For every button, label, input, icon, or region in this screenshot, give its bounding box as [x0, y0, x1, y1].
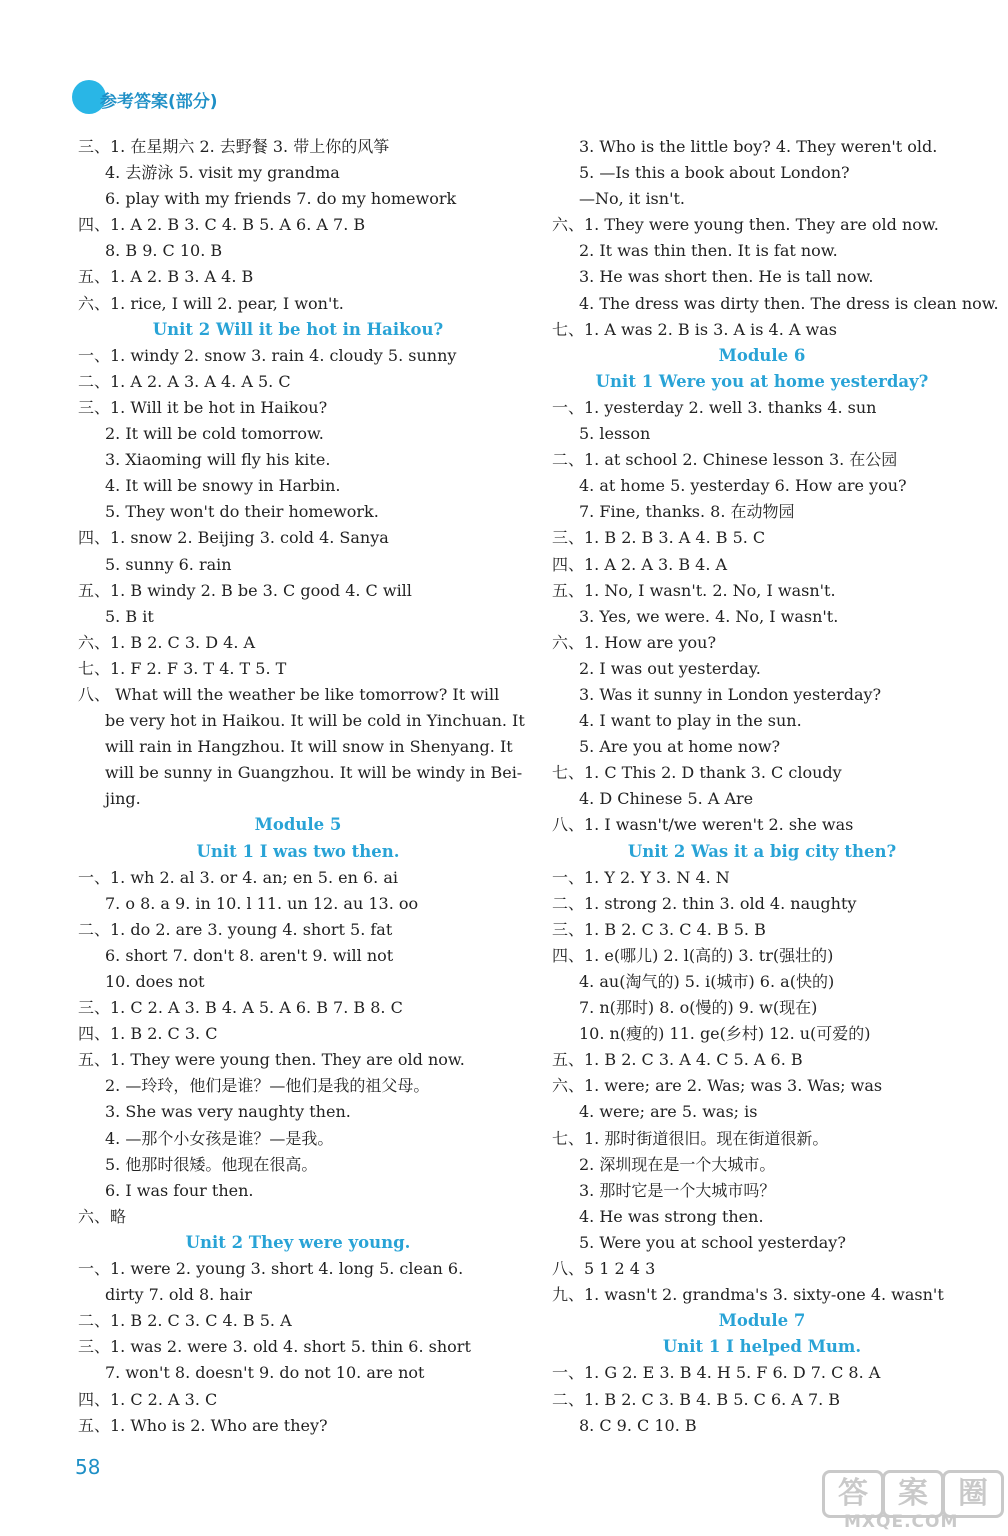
answer-line: 5. Were you at school yesterday? — [579, 1232, 846, 1252]
answer-line: 三、1. was 2. were 3. old 4. short 5. thin 6. short — [78, 1337, 471, 1357]
left-column — [78, 134, 525, 1439]
answer-line: 六、1. How are you? — [552, 632, 717, 652]
answer-key-header — [72, 80, 332, 120]
answer-line: 四、1. snow 2. Beijing 3. cold 4. Sanya — [78, 528, 389, 548]
watermark-char-3: 圈 — [942, 1470, 1004, 1518]
section-heading: Unit 1 I was two then. — [196, 841, 400, 861]
answer-line: 六、1. They were young then. They are old now. — [552, 215, 939, 235]
answer-line: 五、1. Who is 2. Who are they? — [78, 1415, 328, 1435]
answer-line: 6. I was four then. — [105, 1180, 254, 1200]
answer-line: 二、1. B 2. C 3. B 4. B 5. C 6. A 7. B — [552, 1389, 841, 1409]
answer-line: 5. sunny 6. rain — [105, 554, 232, 574]
answer-line: 4. au(淘气的) 5. i(城市) 6. a(快的) — [579, 972, 835, 991]
answer-line: 5. lesson — [579, 424, 651, 444]
answer-line: 7. won't 8. doesn't 9. do not 10. are not — [105, 1363, 425, 1383]
section-heading: Module 7 — [718, 1311, 806, 1331]
section-heading: Unit 2 Will it be hot in Haikou? — [152, 319, 444, 339]
section-heading: Module 5 — [254, 815, 342, 835]
watermark-char-1: 答 — [822, 1470, 884, 1518]
answer-line: 六、1. rice, I will 2. pear, I won't. — [78, 293, 344, 313]
answer-line: 五、1. No, I wasn't. 2. No, I wasn't. — [552, 580, 836, 600]
answer-line: 6. play with my friends 7. do my homework — [105, 189, 457, 209]
answer-line: 7. Fine, thanks. 8. 在动物园 — [579, 502, 795, 522]
answer-line: 二、1. B 2. C 3. C 4. B 5. A — [78, 1311, 292, 1331]
answer-line: 一、1. wh 2. al 3. or 4. an; en 5. en 6. ai — [78, 867, 399, 887]
section-heading: Unit 1 I helped Mum. — [662, 1337, 862, 1357]
header-title: 参考答案(部分) — [100, 92, 218, 112]
answer-line: 八、1. I wasn't/we weren't 2. she was — [552, 815, 854, 835]
answer-line: dirty 7. old 8. hair — [105, 1285, 252, 1305]
answer-line: 4. It will be snowy in Harbin. — [105, 476, 341, 496]
answer-line: 2. I was out yesterday. — [579, 658, 761, 678]
answer-line: 六、1. B 2. C 3. D 4. A — [78, 632, 256, 652]
answer-line: 3. Yes, we were. 4. No, I wasn't. — [579, 606, 839, 626]
answer-line: 三、1. B 2. C 3. C 4. B 5. B — [552, 919, 766, 939]
answer-line: 四、1. B 2. C 3. C — [78, 1024, 218, 1044]
watermark-logo — [822, 1470, 1002, 1530]
answer-line: 4. D Chinese 5. A Are — [579, 789, 754, 809]
section-heading: Module 6 — [718, 345, 806, 365]
answer-line: 一、1. were 2. young 3. short 4. long 5. clean 6. — [78, 1259, 464, 1279]
section-heading: Unit 2 Was it a big city then? — [627, 841, 897, 861]
answer-line: 八、 What will the weather be like tomorrow? It will — [78, 684, 500, 704]
answer-line: 二、1. A 2. A 3. A 4. A 5. C — [78, 371, 291, 391]
answer-line: 二、1. strong 2. thin 3. old 4. naughty — [552, 893, 857, 913]
answer-line: will be sunny in Guangzhou. It will be windy in Bei- — [105, 763, 523, 783]
answer-line: 七、1. A was 2. B is 3. A is 4. A was — [552, 319, 837, 339]
answer-line: 5. —Is this a book about London? — [579, 163, 850, 183]
answer-line: 6. short 7. don't 8. aren't 9. will not — [105, 945, 394, 965]
section-heading: Unit 1 Were you at home yesterday? — [595, 371, 929, 391]
answer-line: 10. n(瘦的) 11. ge(乡村) 12. u(可爱的) — [579, 1024, 871, 1044]
answer-line: 2. 深圳现在是一个大城市。 — [579, 1154, 776, 1174]
answer-line: 三、1. Will it be hot in Haikou? — [78, 397, 328, 417]
answer-line: 3. Was it sunny in London yesterday? — [579, 684, 882, 704]
answer-line: 5. B it — [105, 606, 154, 626]
answer-line: 五、1. B 2. C 3. A 4. C 5. A 6. B — [552, 1050, 803, 1070]
answer-line: 2. —玲玲，他们是谁？—他们是我的祖父母。 — [105, 1076, 430, 1096]
answer-line: 七、1. F 2. F 3. T 4. T 5. T — [78, 658, 287, 678]
answer-line: 3. Who is the little boy? 4. They weren't old. — [579, 137, 938, 156]
answer-line: 六、1. were; are 2. Was; was 3. Was; was — [552, 1076, 883, 1096]
answer-line: 一、1. windy 2. snow 3. rain 4. cloudy 5. sunny — [78, 345, 457, 365]
answer-line: 八、5 1 2 4 3 — [552, 1259, 656, 1279]
answer-line: 7. o 8. a 9. in 10. l 11. un 12. au 13. oo — [105, 893, 419, 913]
answer-line: 5. Are you at home now? — [579, 737, 781, 757]
answer-line: 4. I want to play in the sun. — [579, 711, 802, 731]
answer-line: 九、1. wasn't 2. grandma's 3. sixty-one 4. wasn't — [552, 1285, 944, 1305]
answer-line: 8. C 9. C 10. B — [579, 1415, 697, 1435]
answer-line: 2. It will be cold tomorrow. — [105, 424, 324, 444]
answer-line: 六、略 — [78, 1206, 127, 1226]
answer-line: be very hot in Haikou. It will be cold in Yinchuan. It — [105, 711, 525, 731]
watermark-url: MXQE.COM — [844, 1512, 959, 1532]
right-column — [552, 134, 999, 1439]
answer-line: 一、1. Y 2. Y 3. N 4. N — [552, 867, 730, 887]
answer-line: 5. They won't do their homework. — [105, 502, 379, 522]
answer-line: 3. He was short then. He is tall now. — [579, 267, 874, 287]
answer-line: 4. were; are 5. was; is — [579, 1102, 758, 1122]
answer-line: 4. He was strong then. — [579, 1206, 764, 1226]
answer-line: 2. It was thin then. It is fat now. — [579, 241, 838, 261]
answer-line: 二、1. at school 2. Chinese lesson 3. 在公园 — [552, 450, 898, 470]
answer-line: 七、1. C This 2. D thank 3. C cloudy — [552, 763, 842, 783]
answer-line: 7. n(那时) 8. o(慢的) 9. w(现在) — [579, 998, 818, 1018]
answer-line: 四、1. C 2. A 3. C — [78, 1389, 218, 1409]
answer-line: 一、1. yesterday 2. well 3. thanks 4. sun — [552, 397, 877, 417]
answer-line: 四、1. A 2. A 3. B 4. A — [552, 554, 728, 574]
watermark-char-2: 案 — [882, 1470, 944, 1518]
answer-line: 五、1. B windy 2. B be 3. C good 4. C will — [78, 580, 412, 600]
answer-line: 4. at home 5. yesterday 6. How are you? — [579, 476, 907, 496]
answer-line: 4. 去游泳 5. visit my grandma — [105, 163, 340, 183]
answer-line: 3. 那时它是一个大城市吗？ — [579, 1180, 776, 1200]
answer-line: 一、1. G 2. E 3. B 4. H 5. F 6. D 7. C 8. A — [552, 1363, 881, 1383]
answer-line: 3. Xiaoming will fly his kite. — [105, 450, 331, 470]
answer-line: 3. She was very naughty then. — [105, 1102, 351, 1122]
page-number: 58 — [75, 1455, 101, 1479]
answer-line: 三、1. B 2. B 3. A 4. B 5. C — [552, 528, 766, 548]
answer-line: 四、1. e(哪儿) 2. l(高的) 3. tr(强壮的) — [552, 945, 834, 965]
answer-line: 七、1. 那时街道很旧。现在街道很新。 — [552, 1128, 829, 1148]
answer-line: 二、1. do 2. are 3. young 4. short 5. fat — [78, 919, 393, 939]
answer-line: 5. 他那时很矮。他现在很高。 — [105, 1154, 318, 1174]
answer-line: 8. B 9. C 10. B — [105, 241, 223, 261]
answer-line: jing. — [105, 789, 141, 809]
answer-line: 4. The dress was dirty then. The dress is clean now. — [579, 293, 999, 313]
answer-line: 10. does not — [105, 972, 205, 991]
answer-line: will rain in Hangzhou. It will snow in Shenyang. It — [105, 737, 513, 757]
answer-line: 五、1. They were young then. They are old now. — [78, 1050, 465, 1070]
section-heading: Unit 2 They were young. — [185, 1232, 411, 1252]
answer-line: 4. —那个小女孩是谁？—是我。 — [105, 1128, 334, 1148]
answer-line: 四、1. A 2. B 3. C 4. B 5. A 6. A 7. B — [78, 215, 366, 235]
answer-line: —No, it isn't. — [579, 189, 685, 209]
answer-line: 三、1. C 2. A 3. B 4. A 5. A 6. B 7. B 8. C — [78, 998, 403, 1018]
answer-line: 五、1. A 2. B 3. A 4. B — [78, 267, 254, 287]
answer-line: 三、1. 在星期六 2. 去野餐 3. 带上你的风筝 — [78, 137, 390, 156]
